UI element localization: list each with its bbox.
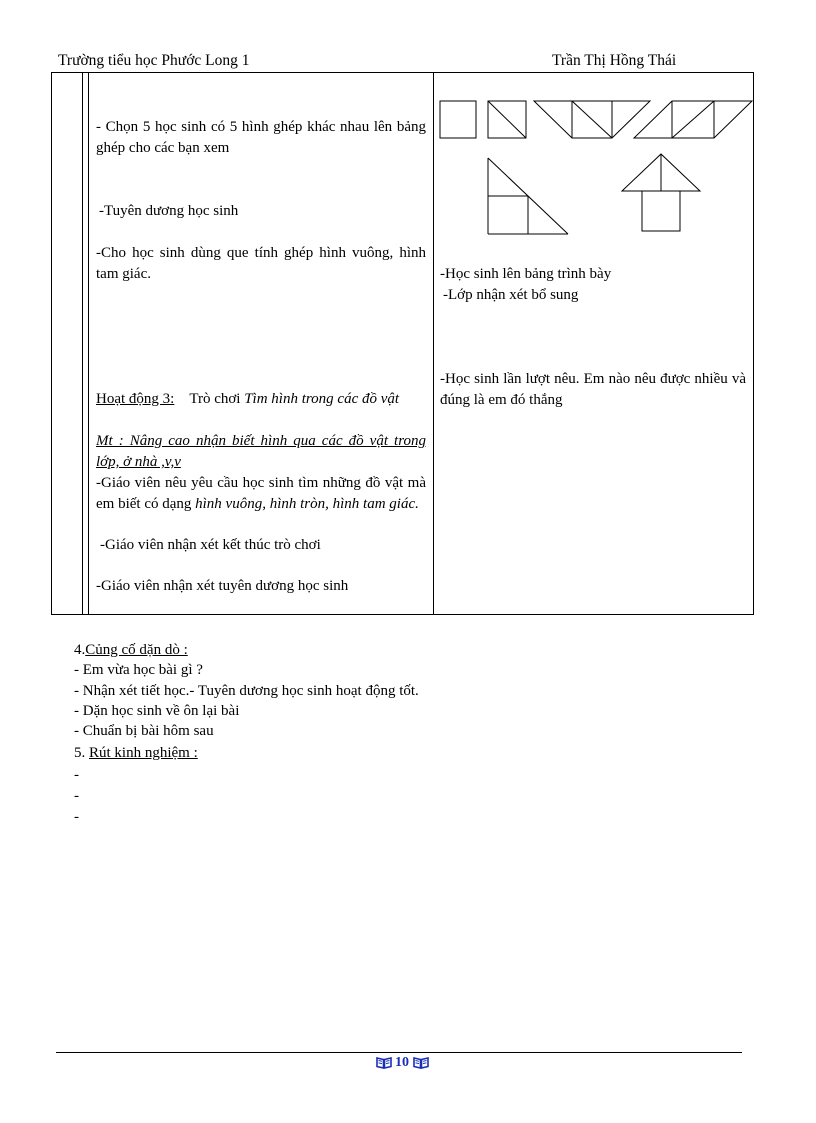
find-objects-text: -Giáo viên nêu yêu cầu học sinh tìm những đồ vật mà em biết có dạng [96,475,426,512]
section-4-number: 4. [74,642,86,658]
page-number-area [362,1055,442,1071]
activity-3-heading [96,389,426,410]
teacher-step-end-game: -Giáo viên nhận xét kết thúc trò chơi [100,537,321,553]
section-5-item: - [74,767,79,783]
activity-game: Trò chơi [189,391,241,407]
student-step-comment: -Lớp nhận xét bổ sung [443,287,579,303]
section-5-heading [74,743,198,763]
section-4-heading [74,640,188,660]
activity-objective: Mt : Nâng cao nhận biết hình qua các đồ vật trong lớp, ở nhà ,v,v [96,433,426,470]
section-5-title: Rút kinh nghiệm : [89,745,198,761]
footer-rule [56,1052,742,1053]
activity-label: Hoạt động 3: [96,391,175,407]
square-split-diagonal-shape [488,101,526,138]
section-4-title: Củng cố dặn dò : [85,642,188,658]
section-4-item: - Nhận xét tiết học.- Tuyên dương học sinh hoạt động tốt. [74,683,419,699]
table-divider [88,72,89,615]
teacher-step-find-objects [96,473,426,515]
section-5-number: 5. [74,745,86,761]
table-divider [82,72,83,615]
teacher-step-sticks: -Cho học sinh dùng que tính ghép hình vuông, hình tam giác. [96,245,426,282]
section-4-item: - Dặn học sinh về ôn lại bài [74,703,240,719]
section-4-item: - Chuẩn bị bài hôm sau [74,723,214,739]
house-shape [622,154,700,231]
teacher-step-final-praise: -Giáo viên nhận xét tuyên dương học sinh [96,578,349,594]
open-book-icon [413,1056,429,1069]
student-step-present: -Học sinh lên bảng trình bày [440,266,612,282]
header-school: Trường tiểu học Phước Long 1 [58,52,250,69]
header-teacher: Trần Thị Hồng Thái [552,52,677,69]
square-shape [440,101,476,138]
find-objects-shapes: hình vuông, hình tròn, hình tam giác. [195,496,419,512]
page-number: 10 [395,1055,409,1070]
section-5-item: - [74,809,79,825]
parallelogram-shape [634,101,752,138]
teacher-step-praise: -Tuyên dương học sinh [99,203,239,219]
student-step-name-objects: -Học sinh lần lượt nêu. Em nào nêu được nhiều và đúng là em đó thắng [440,371,746,408]
section-5-item: - [74,788,79,804]
activity-title: Tìm hình trong các đồ vật [244,391,400,407]
triangle-on-squares-shape [488,158,568,234]
shape-illustrations [434,96,754,241]
section-4-item: - Em vừa học bài gì ? [74,662,203,678]
open-book-icon [376,1056,392,1069]
teacher-step-choose-students: - Chọn 5 học sinh có 5 hình ghép khác nhau lên bảng ghép cho các bạn xem [96,119,426,156]
trapezoid-down-shape [534,101,650,138]
